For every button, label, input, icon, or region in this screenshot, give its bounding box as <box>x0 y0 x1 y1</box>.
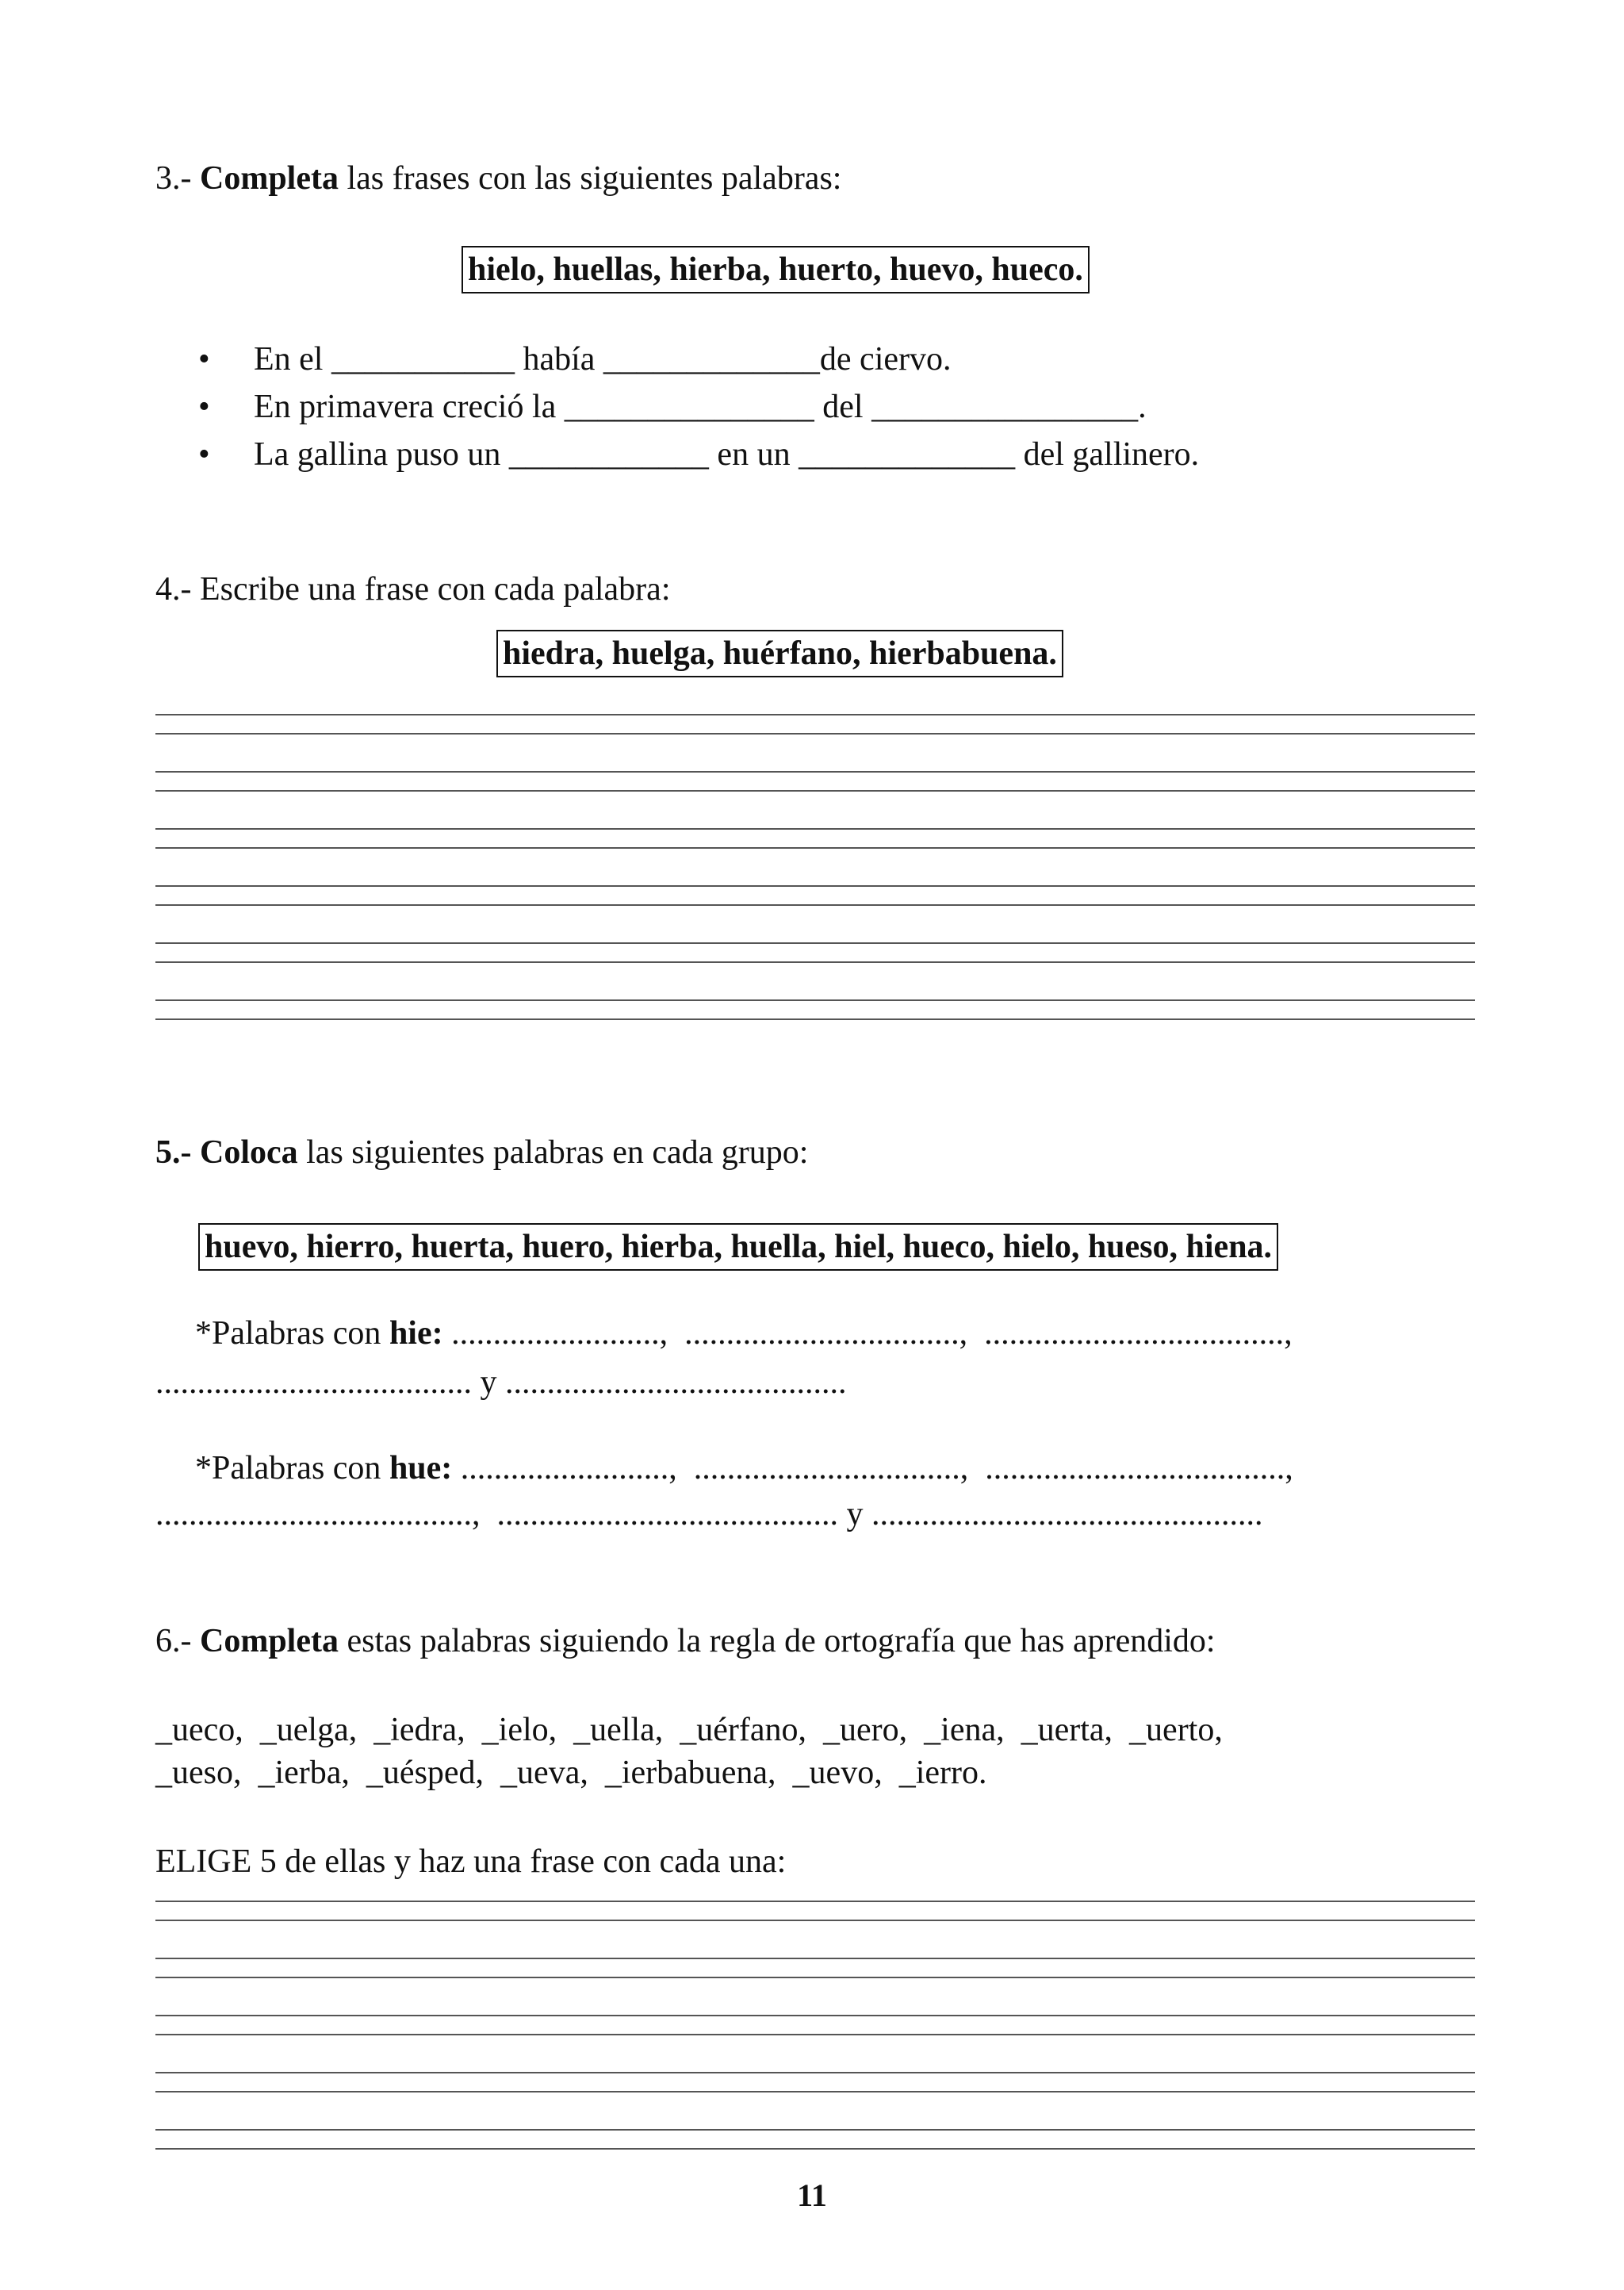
ex6-instruction: estas palabras siguiendo la regla de ortografía que has aprendido: <box>347 1623 1216 1659</box>
ex3-sentence-3: La gallina puso un ____________ en un _____________ del gallinero. <box>254 436 1200 473</box>
ex5-hie-blanks-2-text: ...................................... y ......................................... <box>155 1364 847 1401</box>
ex5-hue-key: hue: <box>389 1450 453 1486</box>
ex6-words-line-2 <box>155 1753 986 1793</box>
ex5-word-box: huevo, hierro, huerta, huero, hierba, huella, hiel, hueco, hielo, hueso, hiena. <box>198 1223 1278 1271</box>
writing-line <box>155 2034 1475 2035</box>
ex5-hie-prefix: *Palabras con <box>195 1315 381 1352</box>
bullet-icon: • <box>198 389 210 425</box>
ex4-word-box: hiedra, huelga, huérfano, hierbabuena. <box>496 630 1063 677</box>
writing-line <box>155 733 1475 735</box>
ex6-words-1: _ueco, _uelga, _iedra, _ielo, _uella, _uérfano, _uero, _iena, _uerta, _uerto, <box>155 1712 1223 1748</box>
writing-line <box>155 2148 1475 2150</box>
writing-line <box>155 828 1475 830</box>
ex5-hue-row <box>195 1448 1293 1488</box>
writing-line <box>155 2091 1475 2092</box>
writing-line <box>155 1958 1475 1959</box>
writing-line <box>155 1018 1475 1020</box>
bullet-icon: • <box>198 341 210 378</box>
ex6-words-line-1 <box>155 1710 1223 1750</box>
ex3-number: 3.- <box>155 160 192 197</box>
ex6-number: 6.- <box>155 1623 192 1659</box>
writing-line <box>155 885 1475 887</box>
ex6-choose-instruction: ELIGE 5 de ellas y haz una frase con cada una: <box>155 1843 787 1880</box>
writing-line <box>155 1920 1475 1921</box>
ex5-hue-blanks-2 <box>155 1494 1263 1534</box>
ex5-number: 5.- Coloca <box>155 1134 298 1171</box>
writing-line <box>155 2015 1475 2016</box>
writing-line <box>155 2129 1475 2131</box>
ex5-hue-blanks-2-text: ......................................, ......................................... y ............................................... <box>155 1496 1263 1532</box>
ex5-instruction: las siguientes palabras en cada grupo: <box>306 1134 809 1171</box>
ex5-hue-blanks-1: ........................., ................................, ...................................., <box>452 1450 1293 1486</box>
bullet-icon: • <box>198 436 210 473</box>
ex3-sentence-2: En primavera creció la _______________ del ________________. <box>254 389 1147 425</box>
ex3-word-box: hielo, huellas, hierba, huerto, huevo, hueco. <box>462 246 1090 293</box>
writing-line <box>155 714 1475 715</box>
ex3-verb: Completa <box>200 160 339 197</box>
page-number: 11 <box>797 2177 827 2213</box>
ex6-words-2: _ueso, _ierba, _uésped, _ueva, _ierbabuena, _uevo, _ierro. <box>155 1755 987 1791</box>
writing-line <box>155 904 1475 906</box>
writing-line <box>155 1901 1475 1902</box>
writing-line <box>155 771 1475 773</box>
writing-line <box>155 2072 1475 2073</box>
writing-line <box>155 790 1475 792</box>
ex3-heading <box>155 159 841 198</box>
ex5-hue-prefix: *Palabras con <box>195 1450 381 1486</box>
ex5-hie-key: hie: <box>389 1315 443 1352</box>
ex5-heading <box>155 1133 808 1172</box>
writing-line <box>155 961 1475 963</box>
writing-line <box>155 847 1475 849</box>
ex5-hie-blanks-1: ........................., ................................., ...................................., <box>442 1315 1293 1352</box>
ex3-sentence-1: En el ___________ había _____________de ciervo. <box>254 341 952 378</box>
ex4-heading: 4.- Escribe una frase con cada palabra: <box>155 571 671 608</box>
ex5-hie-row <box>195 1314 1293 1353</box>
ex3-instruction: las frases con las siguientes palabras: <box>347 160 842 197</box>
writing-line <box>155 942 1475 944</box>
writing-line <box>155 999 1475 1001</box>
writing-line <box>155 1977 1475 1978</box>
ex6-heading <box>155 1621 1216 1661</box>
ex5-hie-blanks-2 <box>155 1363 847 1402</box>
ex6-verb: Completa <box>200 1623 339 1659</box>
